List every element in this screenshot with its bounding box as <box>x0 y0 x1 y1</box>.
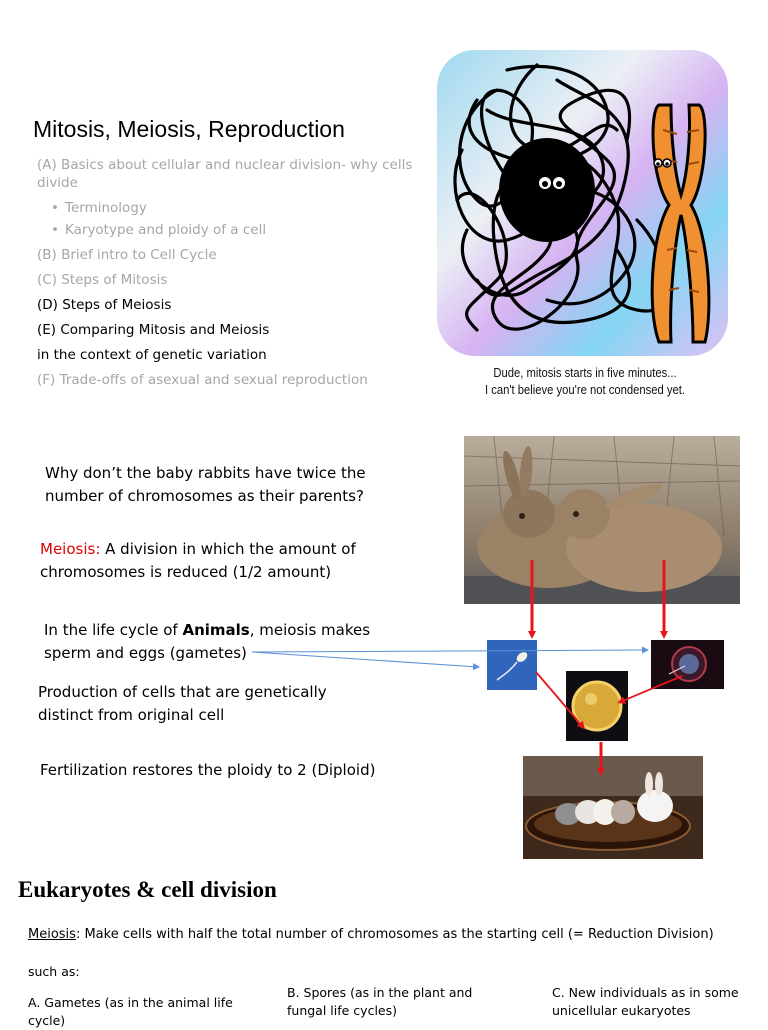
cartoon-caption-line1: Dude, mitosis starts in five minutes... <box>493 366 677 380</box>
outline-item-c: (C) Steps of Mitosis <box>37 272 168 288</box>
option-a-gametes: A. Gametes (as in the animal life cycle) <box>28 995 233 1028</box>
meiosis-term: Meiosis: <box>40 540 101 558</box>
option-c-new-individuals: C. New individuals as in some unicellular eukaryotes <box>552 985 739 1018</box>
outline-item-b: (B) Brief intro to Cell Cycle <box>37 247 217 263</box>
such-as-label: such as: <box>28 964 80 979</box>
section-heading: Eukaryotes & cell division <box>18 877 277 902</box>
outline-item-a: (A) Basics about cellular and nuclear division- why cells divide <box>37 157 413 191</box>
meiosis-definition-text: A division in which the amount of chromosomes is reduced (1/2 amount) <box>40 540 356 581</box>
arrow-sperm-to-zygote <box>536 672 583 727</box>
animals-text-post: , meiosis makes sperm and eggs (gametes) <box>44 621 371 662</box>
animals-text-pre: In the life cycle of <box>44 621 183 639</box>
outline-item-f: (F) Trade-offs of asexual and sexual reproduction <box>37 372 368 388</box>
outline-item-e: (E) Comparing Mitosis and Meiosis <box>37 322 270 338</box>
outline-subitem-karyotype: • Karyotype and ploidy of a cell <box>37 221 417 239</box>
outline-subitem-terminology: • Terminology <box>37 199 417 217</box>
cartoon-caption-line2: I can't believe you're not condensed yet. <box>484 383 686 397</box>
meiosis-section-term: Meiosis <box>28 927 76 942</box>
animals-keyword: Animals <box>182 621 250 639</box>
production-text: Production of cells that are genetically distinct from original cell <box>38 683 327 724</box>
arrow-text-to-sperm <box>252 652 478 667</box>
outline-item-d: (D) Steps of Meiosis <box>37 297 172 313</box>
meiosis-section-definition <box>28 926 758 944</box>
outline-item-e-cont: in the context of genetic variation <box>37 347 267 363</box>
page-title: Mitosis, Meiosis, Reproduction <box>33 116 345 142</box>
arrow-text-to-egg <box>252 650 647 652</box>
meiosis-section-text: : Make cells with half the total number of chromosomes as the starting cell (= Reduction Division) <box>75 927 714 942</box>
arrow-egg-to-zygote <box>620 676 682 702</box>
option-b-spores: B. Spores (as in the plant and fungal life cycles) <box>287 985 473 1018</box>
fertilization-text: Fertilization restores the ploidy to 2 (Diploid) <box>40 761 376 779</box>
rabbit-question: Why don’t the baby rabbits have twice the number of chromosomes as their parents? <box>45 464 366 505</box>
